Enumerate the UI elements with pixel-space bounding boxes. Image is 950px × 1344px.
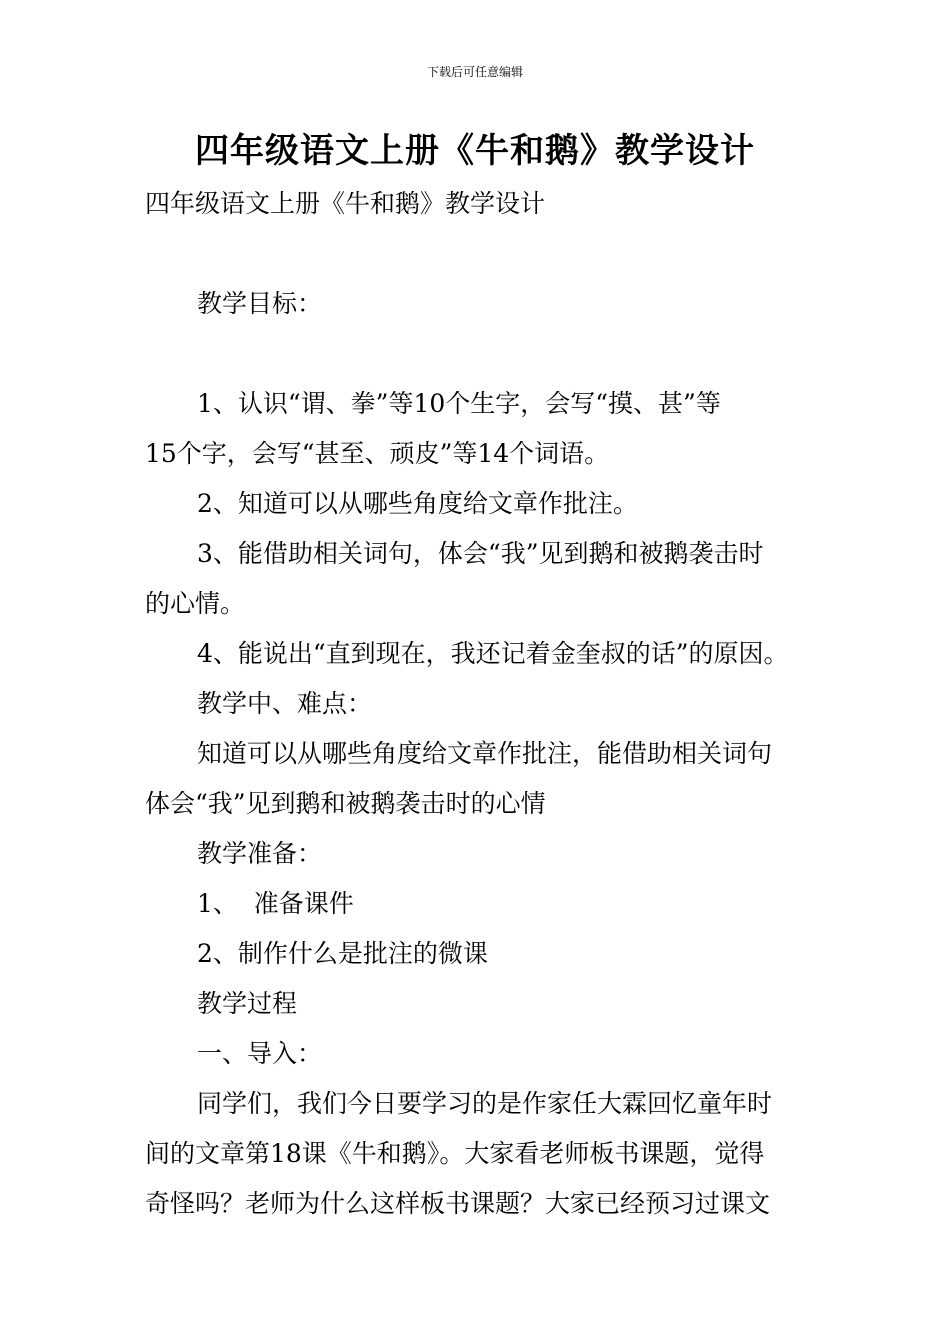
intro-paragraph-line-1: 同学们，我们今日要学习的是作家任大霖回忆童年时 [197,1089,773,1118]
section-heading-process: 教学过程 [197,989,298,1018]
blank-line [145,229,810,279]
document-body [145,179,810,1229]
section-heading-preparation: 教学准备： [197,839,323,868]
blank-line [145,329,810,379]
intro-paragraph-line-3: 奇怪吗？老师为什么这样板书课题？大家已经预习过课文 [145,1189,771,1218]
document-title: 四年级语文上册《牛和鹅》教学设计 [195,131,755,171]
section-heading-key-points: 教学中、难点： [197,689,373,718]
goal-1-line-1: 1、认识“谓、拳”等10个生字，会写“摸、甚”等 [197,389,721,418]
subsection-heading-intro: 一、导入： [197,1039,323,1068]
preparation-item-1: 1、 准备课件 [197,889,354,918]
key-points-line-2: 体会“我”见到鹅和被鹅袭击时的心情 [145,789,546,818]
intro-paragraph-line-2: 间的文章第18课《牛和鹅》。大家看老师板书课题，觉得 [145,1139,765,1168]
preparation-item-2: 2、制作什么是批注的微课 [197,939,488,968]
goal-2: 2、知道可以从哪些角度给文章作批注。 [197,489,638,518]
key-points-line-1: 知道可以从哪些角度给文章作批注，能借助相关词句 [197,739,773,768]
goal-3-line-1: 3、能借助相关词句，体会“我”见到鹅和被鹅袭击时 [197,539,764,568]
section-heading-goals: 教学目标： [197,289,323,318]
goal-1-line-2: 15个字，会写“甚至、顽皮”等14个词语。 [145,439,610,468]
goal-4: 4、能说出“直到现在，我还记着金奎叔的话”的原因。 [197,639,789,668]
document-subtitle: 四年级语文上册《牛和鹅》教学设计 [145,189,546,218]
page-header-note: 下载后可任意编辑 [426,65,523,79]
goal-3-line-2: 的心情。 [145,589,246,618]
